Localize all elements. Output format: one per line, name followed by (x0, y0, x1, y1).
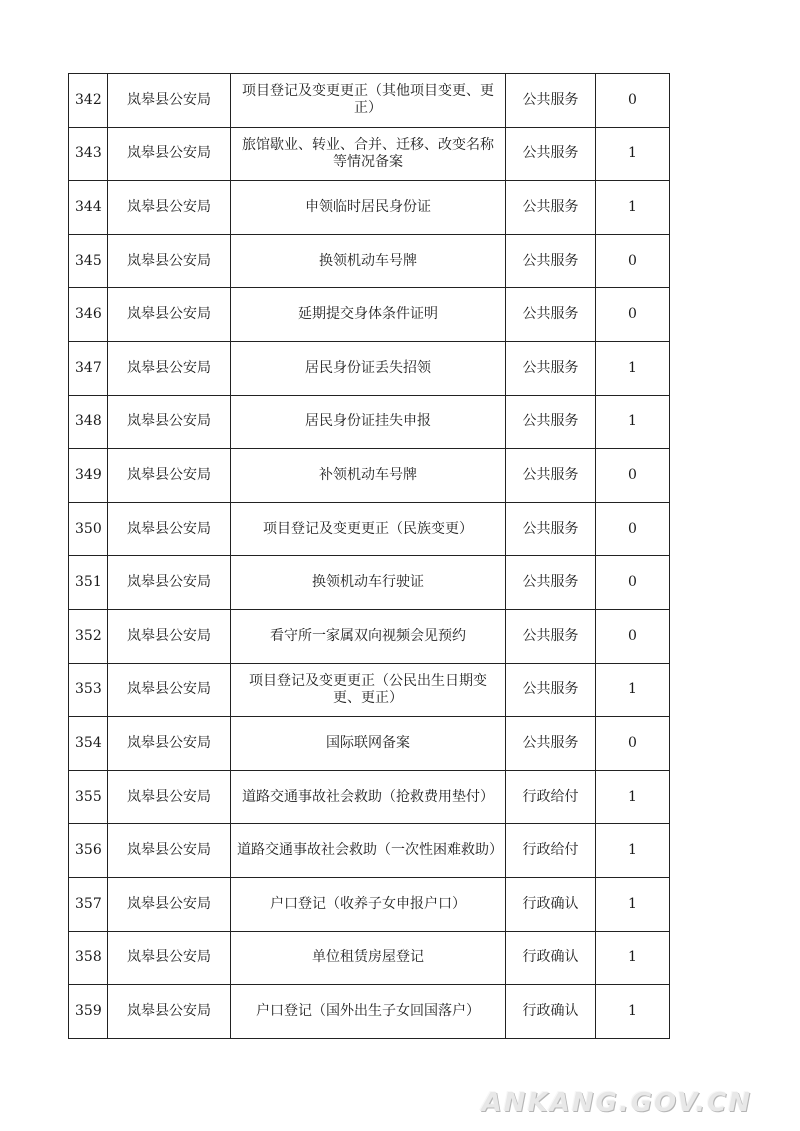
count-cell: 1 (596, 824, 670, 878)
count-cell: 1 (596, 985, 670, 1039)
item-type-cell: 公共服务 (506, 288, 596, 342)
table-row (69, 931, 670, 985)
department-cell: 岚皋县公安局 (108, 74, 231, 128)
row-number-cell: 355 (69, 770, 108, 824)
table-row (69, 127, 670, 181)
row-number-cell: 342 (69, 74, 108, 128)
department-cell: 岚皋县公安局 (108, 985, 231, 1039)
table-row (69, 234, 670, 288)
department-cell: 岚皋县公安局 (108, 449, 231, 503)
department-cell: 岚皋县公安局 (108, 288, 231, 342)
table-row (69, 609, 670, 663)
count-cell: 0 (596, 74, 670, 128)
item-type-cell: 行政确认 (506, 931, 596, 985)
item-type-cell: 行政给付 (506, 824, 596, 878)
item-type-cell: 行政确认 (506, 985, 596, 1039)
row-number-cell: 357 (69, 877, 108, 931)
table-row (69, 395, 670, 449)
item-type-cell: 公共服务 (506, 341, 596, 395)
item-type-cell: 公共服务 (506, 449, 596, 503)
item-type-cell: 公共服务 (506, 395, 596, 449)
table-body (69, 74, 670, 1039)
department-cell: 岚皋县公安局 (108, 341, 231, 395)
department-cell: 岚皋县公安局 (108, 663, 231, 717)
item-type-cell: 公共服务 (506, 663, 596, 717)
table-row (69, 717, 670, 771)
item-type-cell: 公共服务 (506, 127, 596, 181)
table-row (69, 663, 670, 717)
count-cell: 0 (596, 502, 670, 556)
row-number-cell: 346 (69, 288, 108, 342)
item-type-cell: 公共服务 (506, 234, 596, 288)
count-cell: 1 (596, 770, 670, 824)
department-cell: 岚皋县公安局 (108, 234, 231, 288)
count-cell: 0 (596, 556, 670, 610)
count-cell: 0 (596, 717, 670, 771)
department-cell: 岚皋县公安局 (108, 824, 231, 878)
row-number-cell: 348 (69, 395, 108, 449)
item-type-cell: 行政给付 (506, 770, 596, 824)
row-number-cell: 352 (69, 609, 108, 663)
department-cell: 岚皋县公安局 (108, 877, 231, 931)
item-name-cell: 道路交通事故社会救助（抢救费用垫付） (231, 770, 506, 824)
item-type-cell: 公共服务 (506, 717, 596, 771)
item-name-cell: 补领机动车号牌 (231, 449, 506, 503)
table-row (69, 74, 670, 128)
table-row (69, 556, 670, 610)
department-cell: 岚皋县公安局 (108, 717, 231, 771)
item-name-cell: 延期提交身体条件证明 (231, 288, 506, 342)
department-cell: 岚皋县公安局 (108, 395, 231, 449)
department-cell: 岚皋县公安局 (108, 181, 231, 235)
table-row (69, 877, 670, 931)
item-type-cell: 公共服务 (506, 502, 596, 556)
row-number-cell: 356 (69, 824, 108, 878)
item-type-cell: 公共服务 (506, 74, 596, 128)
count-cell: 0 (596, 234, 670, 288)
item-name-cell: 项目登记及变更更正（其他项目变更、更正） (231, 74, 506, 128)
item-name-cell: 换领机动车行驶证 (231, 556, 506, 610)
count-cell: 0 (596, 288, 670, 342)
table-row (69, 502, 670, 556)
item-name-cell: 国际联网备案 (231, 717, 506, 771)
department-cell: 岚皋县公安局 (108, 502, 231, 556)
row-number-cell: 358 (69, 931, 108, 985)
count-cell: 1 (596, 127, 670, 181)
table-row (69, 449, 670, 503)
item-name-cell: 居民身份证挂失申报 (231, 395, 506, 449)
count-cell: 1 (596, 877, 670, 931)
item-name-cell: 申领临时居民身份证 (231, 181, 506, 235)
item-name-cell: 单位租赁房屋登记 (231, 931, 506, 985)
table-row (69, 181, 670, 235)
row-number-cell: 359 (69, 985, 108, 1039)
item-name-cell: 项目登记及变更更正（公民出生日期变更、更正） (231, 663, 506, 717)
row-number-cell: 351 (69, 556, 108, 610)
count-cell: 0 (596, 449, 670, 503)
table-row (69, 341, 670, 395)
item-name-cell: 户口登记（收养子女申报户口） (231, 877, 506, 931)
item-name-cell: 换领机动车号牌 (231, 234, 506, 288)
item-type-cell: 公共服务 (506, 609, 596, 663)
service-items-table (68, 73, 670, 1039)
table-row (69, 770, 670, 824)
item-name-cell: 项目登记及变更更正（民族变更） (231, 502, 506, 556)
item-name-cell: 旅馆歇业、转业、合并、迁移、改变名称等情况备案 (231, 127, 506, 181)
row-number-cell: 347 (69, 341, 108, 395)
count-cell: 1 (596, 663, 670, 717)
table-row (69, 824, 670, 878)
department-cell: 岚皋县公安局 (108, 127, 231, 181)
row-number-cell: 354 (69, 717, 108, 771)
row-number-cell: 349 (69, 449, 108, 503)
item-type-cell: 公共服务 (506, 556, 596, 610)
count-cell: 1 (596, 931, 670, 985)
row-number-cell: 345 (69, 234, 108, 288)
department-cell: 岚皋县公安局 (108, 770, 231, 824)
count-cell: 1 (596, 181, 670, 235)
row-number-cell: 344 (69, 181, 108, 235)
item-name-cell: 户口登记（国外出生子女回国落户） (231, 985, 506, 1039)
count-cell: 1 (596, 341, 670, 395)
item-name-cell: 看守所一家属双向视频会见预约 (231, 609, 506, 663)
table-row (69, 985, 670, 1039)
row-number-cell: 350 (69, 502, 108, 556)
item-name-cell: 道路交通事故社会救助（一次性困难救助） (231, 824, 506, 878)
item-type-cell: 行政确认 (506, 877, 596, 931)
item-type-cell: 公共服务 (506, 181, 596, 235)
count-cell: 0 (596, 609, 670, 663)
department-cell: 岚皋县公安局 (108, 556, 231, 610)
row-number-cell: 353 (69, 663, 108, 717)
department-cell: 岚皋县公安局 (108, 931, 231, 985)
site-watermark: ANKANG.GOV.CN (481, 1088, 752, 1118)
row-number-cell: 343 (69, 127, 108, 181)
table-row (69, 288, 670, 342)
item-name-cell: 居民身份证丢失招领 (231, 341, 506, 395)
count-cell: 1 (596, 395, 670, 449)
department-cell: 岚皋县公安局 (108, 609, 231, 663)
